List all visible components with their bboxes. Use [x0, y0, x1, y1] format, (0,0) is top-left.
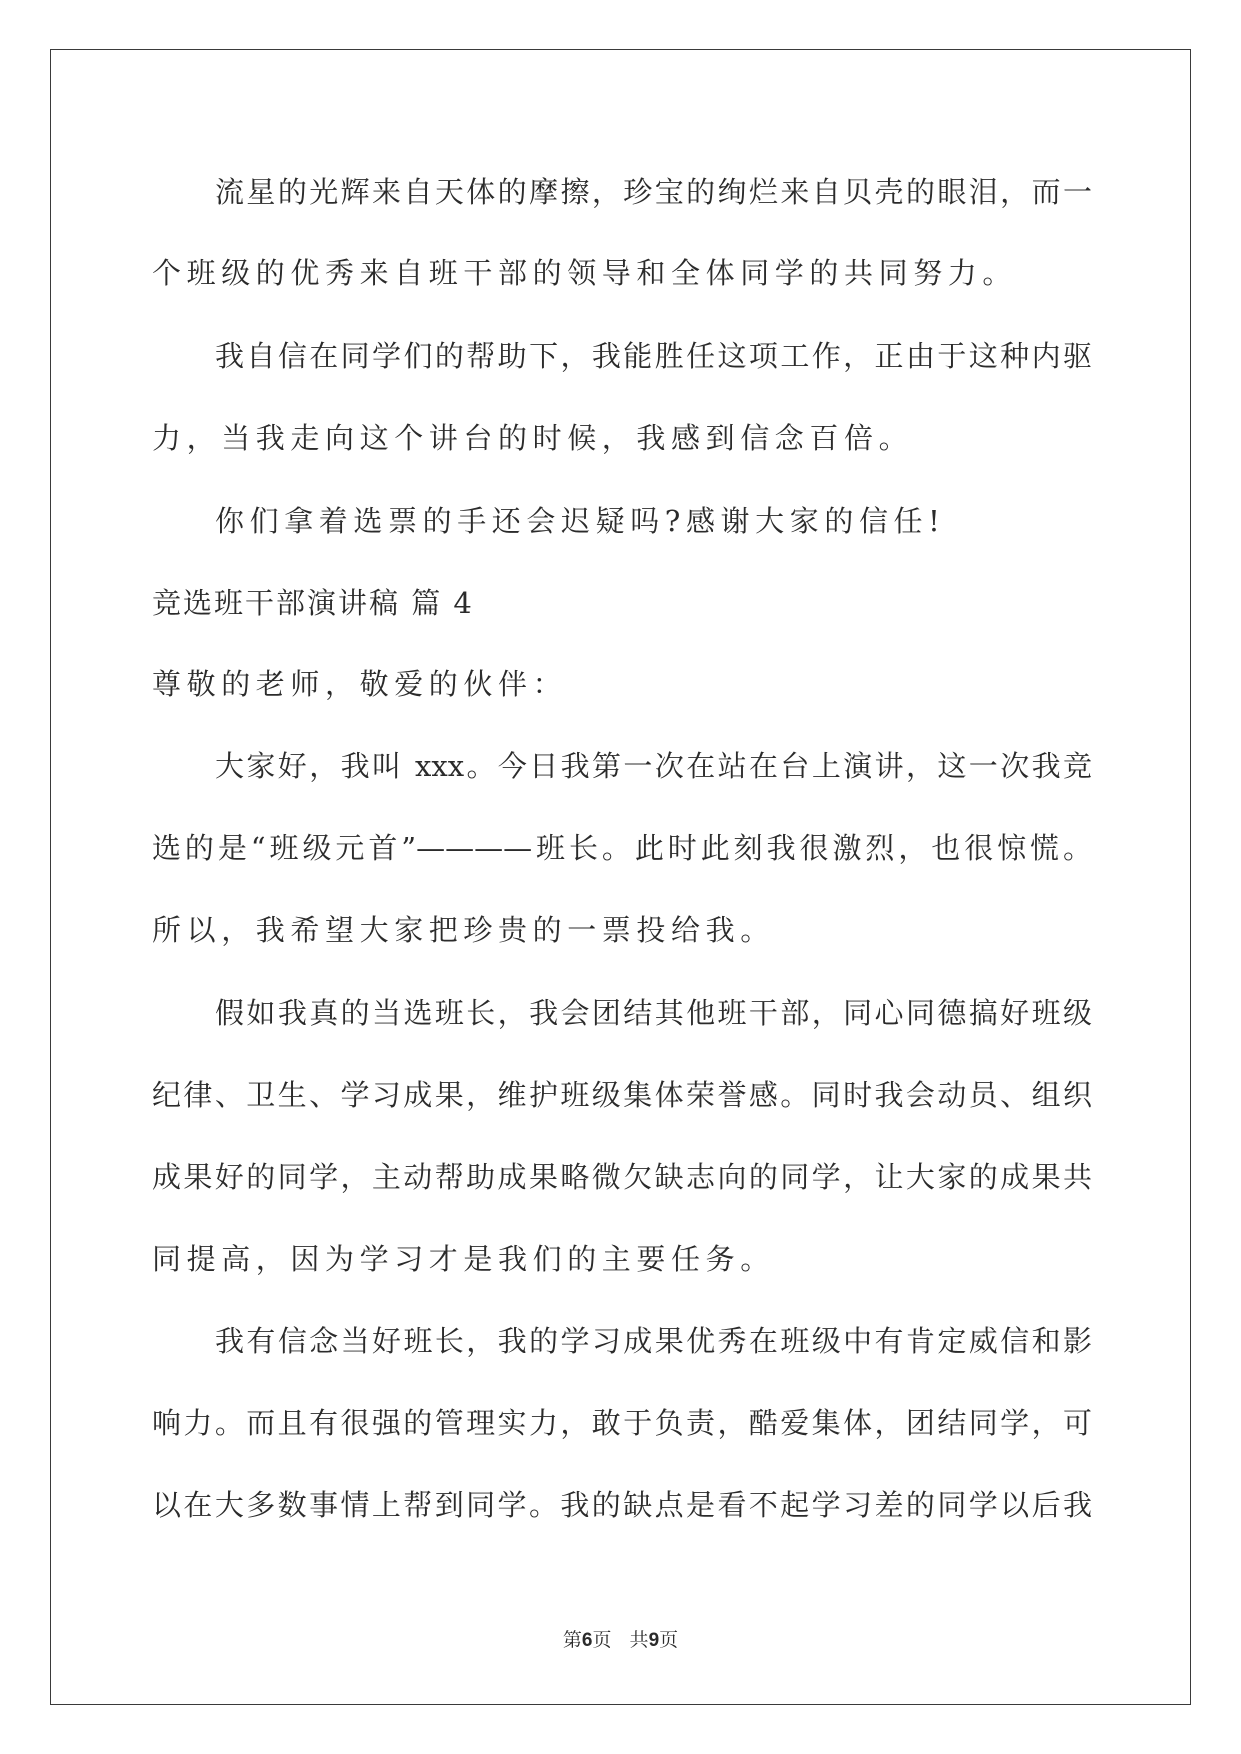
- section-heading: 竞选班干部演讲稿 篇 4: [152, 586, 474, 620]
- page-footer: [0, 1628, 1241, 1653]
- paragraph-line: 以在大多数事情上帮到同学。我的缺点是看不起学习差的同学以后我: [152, 1488, 1092, 1522]
- footer-prefix: 第: [562, 1629, 582, 1651]
- current-page-number: 6: [581, 1630, 593, 1651]
- total-page-number: 9: [648, 1630, 660, 1651]
- paragraph-line: 个班级的优秀来自班干部的领导和全体同学的共同努力。: [152, 256, 1018, 290]
- paragraph-line: 选的是“班级元首”————班长。此时此刻我很激烈，也很惊慌。: [152, 831, 1092, 865]
- paragraph-line: 纪律、卫生、学习成果，维护班级集体荣誉感。同时我会动员、组织: [152, 1078, 1092, 1112]
- paragraph-line: 大家好，我叫 xxx。今日我第一次在站在台上演讲，这一次我竞: [215, 749, 1092, 783]
- paragraph-line: 你们拿着选票的手还会迟疑吗?感谢大家的信任!: [215, 504, 946, 538]
- footer-middle: 页 共: [592, 1629, 649, 1651]
- paragraph-line: 所以，我希望大家把珍贵的一票投给我。: [152, 913, 775, 947]
- paragraph-line: 响力。而且有很强的管理实力，敢于负责，酷爱集体，团结同学，可: [152, 1406, 1092, 1440]
- paragraph-line: 同提高，因为学习才是我们的主要任务。: [152, 1242, 775, 1276]
- paragraph-line: 我自信在同学们的帮助下，我能胜任这项工作，正由于这种内驱: [215, 339, 1092, 373]
- salutation: 尊敬的老师，敬爱的伙伴：: [152, 667, 568, 701]
- page-border: [50, 49, 1191, 1705]
- footer-suffix: 页: [659, 1629, 679, 1651]
- paragraph-line: 流星的光辉来自天体的摩擦，珍宝的绚烂来自贝壳的眼泪，而一: [215, 175, 1092, 209]
- paragraph-line: 假如我真的当选班长，我会团结其他班干部，同心同德搞好班级: [215, 996, 1092, 1030]
- paragraph-line: 成果好的同学，主动帮助成果略微欠缺志向的同学，让大家的成果共: [152, 1160, 1092, 1194]
- paragraph-line: 我有信念当好班长，我的学习成果优秀在班级中有肯定威信和影: [215, 1324, 1092, 1358]
- paragraph-line: 力，当我走向这个讲台的时候，我感到信念百倍。: [152, 421, 914, 455]
